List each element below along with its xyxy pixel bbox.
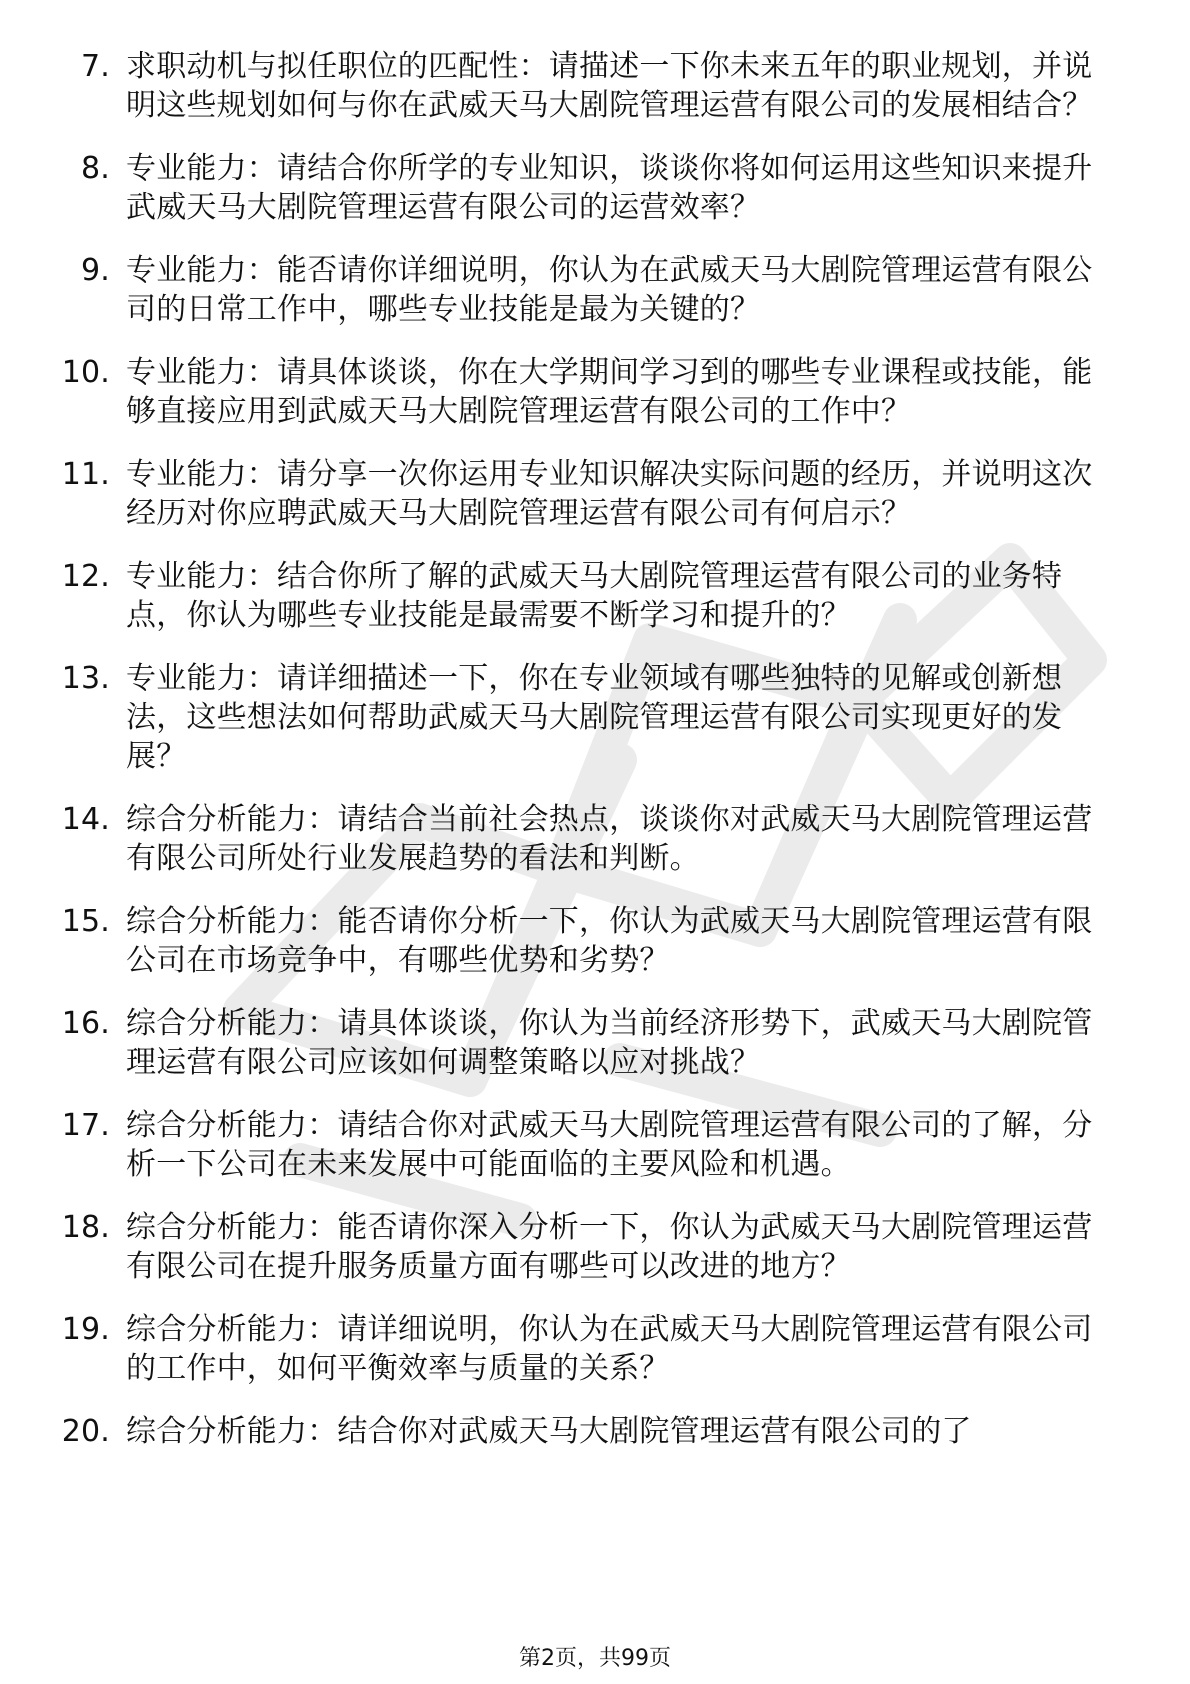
question-number: 11.: [61, 457, 110, 492]
question-text: 专业能力：结合你所了解的武威天马大剧院管理运营有限公司的业务特点，你认为哪些专业技能是最需要不断学习和提升的？: [126, 559, 1063, 633]
question-number: 9.: [80, 253, 110, 288]
question-text: 专业能力：请详细描述一下，你在专业领域有哪些独特的见解或创新想法，这些想法如何帮助武威天马大剧院管理运营有限公司实现更好的发展？: [126, 661, 1063, 774]
question-number: 7.: [80, 49, 110, 84]
page-number-footer: 第2页，共99页: [519, 1646, 671, 1671]
question-number: 19.: [61, 1312, 110, 1347]
question-number: 12.: [61, 559, 110, 594]
question-item: [60, 902, 1120, 980]
question-item: [60, 659, 1120, 776]
question-item: [60, 1208, 1120, 1286]
question-number: 16.: [61, 1006, 110, 1041]
question-text: 综合分析能力：能否请你分析一下，你认为武威天马大剧院管理运营有限公司在市场竞争中，有哪些优势和劣势？: [126, 904, 1093, 978]
question-text: 专业能力：请分享一次你运用专业知识解决实际问题的经历，并说明这次经历对你应聘武威天马大剧院管理运营有限公司有何启示？: [126, 457, 1093, 531]
question-text: 专业能力：能否请你详细说明，你认为在武威天马大剧院管理运营有限公司的日常工作中，哪些专业技能是最为关键的？: [126, 253, 1093, 327]
question-text: 综合分析能力：请结合你对武威天马大剧院管理运营有限公司的了解，分析一下公司在未来发展中可能面临的主要风险和机遇。: [126, 1108, 1093, 1182]
question-item: [60, 800, 1120, 878]
question-item: [60, 1412, 1120, 1451]
question-text: 综合分析能力：请结合当前社会热点，谈谈你对武威天马大剧院管理运营有限公司所处行业发展趋势的看法和判断。: [126, 802, 1093, 876]
question-item: [60, 557, 1120, 635]
question-text: 综合分析能力：请详细说明，你认为在武威天马大剧院管理运营有限公司的工作中，如何平衡效率与质量的关系？: [126, 1312, 1093, 1386]
question-text: 综合分析能力：请具体谈谈，你认为当前经济形势下，武威天马大剧院管理运营有限公司应该如何调整策略以应对挑战？: [126, 1006, 1093, 1080]
question-number: 20.: [61, 1414, 110, 1449]
question-number: 17.: [61, 1108, 110, 1143]
question-text: 综合分析能力：能否请你深入分析一下，你认为武威天马大剧院管理运营有限公司在提升服务质量方面有哪些可以改进的地方？: [126, 1210, 1093, 1284]
question-list: [60, 47, 1120, 1475]
question-number: 18.: [61, 1210, 110, 1245]
question-item: [60, 149, 1120, 227]
question-number: 8.: [80, 151, 110, 186]
question-item: [60, 251, 1120, 329]
question-item: [60, 47, 1120, 125]
question-item: [60, 1310, 1120, 1388]
question-item: [60, 455, 1120, 533]
question-text: 求职动机与拟任职位的匹配性：请描述一下你未来五年的职业规划，并说明这些规划如何与你在武威天马大剧院管理运营有限公司的发展相结合？: [126, 49, 1093, 123]
question-number: 13.: [61, 661, 110, 696]
question-item: [60, 1106, 1120, 1184]
question-item: [60, 353, 1120, 431]
question-text: 专业能力：请结合你所学的专业知识，谈谈你将如何运用这些知识来提升武威天马大剧院管理运营有限公司的运营效率？: [126, 151, 1093, 225]
question-text: 专业能力：请具体谈谈，你在大学期间学习到的哪些专业课程或技能，能够直接应用到武威天马大剧院管理运营有限公司的工作中？: [126, 355, 1093, 429]
question-text: 综合分析能力：结合你对武威天马大剧院管理运营有限公司的了: [126, 1414, 972, 1449]
question-number: 15.: [61, 904, 110, 939]
question-number: 10.: [61, 355, 110, 390]
question-number: 14.: [61, 802, 110, 837]
question-item: [60, 1004, 1120, 1082]
